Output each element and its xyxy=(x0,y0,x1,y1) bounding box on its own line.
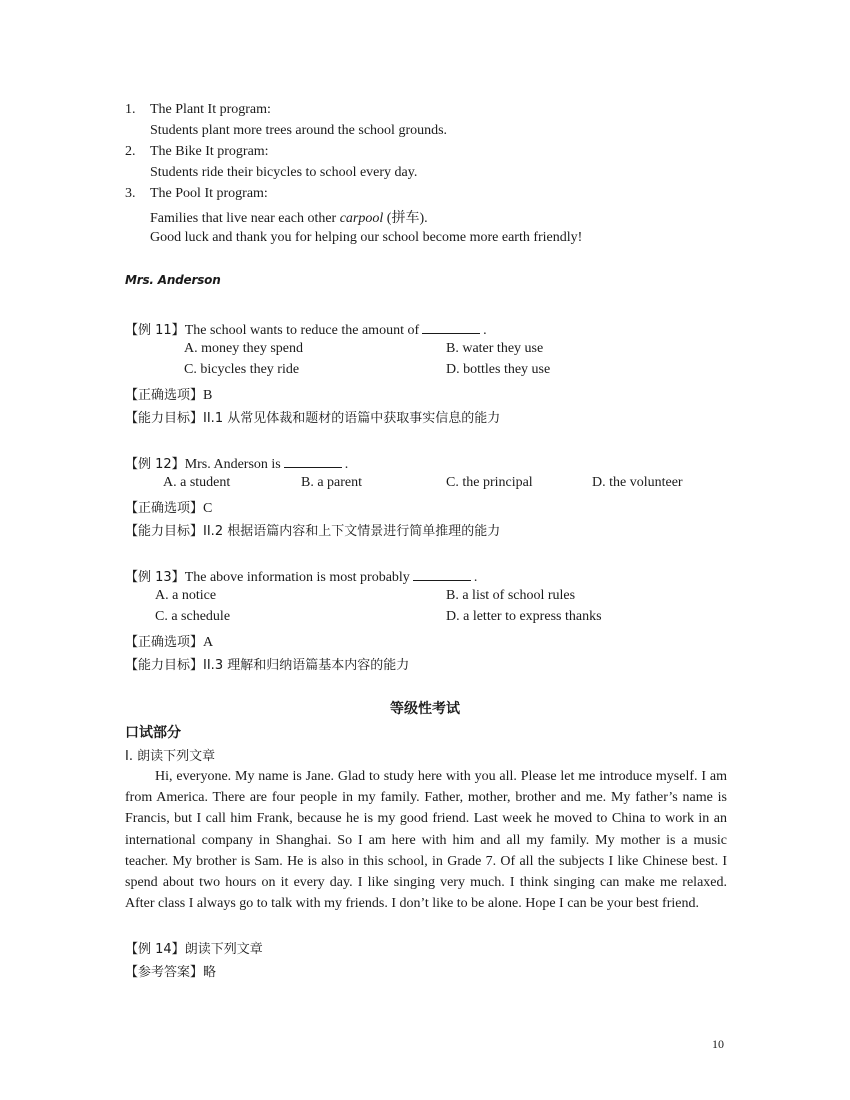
question-line: 【例 13】The above information is most probably . xyxy=(125,570,478,585)
page-number: 10 xyxy=(712,1037,724,1051)
question-line: 【例 11】The school wants to reduce the amount of . xyxy=(125,323,487,338)
example-14 xyxy=(125,938,263,957)
question-line: 【例 12】Mrs. Anderson is . xyxy=(125,457,349,472)
answer-label: 【正确选项】 xyxy=(125,501,204,516)
goal-text: II.3 理解和归纳语篇基本内容的能力 xyxy=(203,658,410,673)
task-heading: I. 朗读下列文章 xyxy=(125,749,216,764)
option-a: A. a student xyxy=(163,475,231,490)
goal-label: 【能力目标】 xyxy=(125,411,204,426)
correct-answer xyxy=(125,384,212,404)
question-text: The school wants to reduce the amount of xyxy=(184,323,420,338)
program-description-text: (拼车). xyxy=(383,211,428,226)
reference-label: 【参考答案】 xyxy=(125,965,204,980)
program-title: The Bike It program: xyxy=(150,144,269,159)
correct-answer xyxy=(125,497,212,517)
section-title: 等级性考试 xyxy=(390,701,460,717)
program-title: The Plant It program: xyxy=(150,102,271,117)
ability-goal xyxy=(125,654,409,673)
closing-line: Good luck and thank you for helping our school become more earth friendly! xyxy=(150,230,583,245)
question-text: The above information is most probably xyxy=(184,570,410,585)
answer-blank xyxy=(422,321,480,334)
reading-passage: Hi, everyone. My name is Jane. Glad to study here with you all. Please let me introduce myself. I am from America. There are four people in my family. Father, mother, brother and me. My father’s name is Francis, but I call him Frank, because he is my good friend. Last week he moved to China to work in an international company in Shanghai. So I am here with him and all my family. My mother is a music teacher. My brother is Sam. He is also in this school, in Grade 7. Of all the subjects I like Chinese best. I spend about two hours on it every day. I like singing very much. I think singing can make me relaxed. After class I always go to talk with my friends. I don’t like to be alone. Hope I can be your best friend. xyxy=(125,769,727,912)
answer-value: A xyxy=(203,635,214,650)
option-a: A. money they spend xyxy=(184,341,303,356)
option-d: D. bottles they use xyxy=(446,362,551,377)
subsection-title: 口试部分 xyxy=(125,725,181,741)
ability-goal xyxy=(125,520,500,539)
program-number: 1. xyxy=(125,102,136,117)
answer-value: C xyxy=(203,501,213,516)
answer-blank xyxy=(284,455,342,468)
example-label: 【例 12】 xyxy=(125,457,185,472)
option-b: B. a parent xyxy=(301,475,363,490)
program-description-emphasis: carpool xyxy=(339,211,384,226)
program-title: The Pool It program: xyxy=(150,186,268,201)
signature: Mrs. Anderson xyxy=(125,273,221,287)
program-number: 3. xyxy=(125,186,136,201)
goal-text: II.1 从常见体裁和题材的语篇中获取事实信息的能力 xyxy=(203,411,501,426)
answer-value: B xyxy=(203,388,213,403)
reference-value: 略 xyxy=(203,965,217,980)
example-label: 【例 11】 xyxy=(125,323,185,338)
option-a: A. a notice xyxy=(155,588,217,603)
program-description: Students plant more trees around the school grounds. xyxy=(150,123,448,138)
option-c: C. a schedule xyxy=(155,609,231,624)
example-label: 【例 14】 xyxy=(125,942,185,957)
option-b: B. water they use xyxy=(446,341,544,356)
answer-label: 【正确选项】 xyxy=(125,388,204,403)
option-d: D. a letter to express thanks xyxy=(446,609,602,624)
goal-label: 【能力目标】 xyxy=(125,658,204,673)
option-d: D. the volunteer xyxy=(592,475,683,490)
question-text: Mrs. Anderson is xyxy=(184,457,281,472)
option-c: C. the principal xyxy=(446,475,533,490)
answer-blank xyxy=(413,568,471,581)
program-description xyxy=(150,207,428,227)
option-b: B. a list of school rules xyxy=(446,588,576,603)
program-description-text: Families that live near each other xyxy=(150,211,340,226)
option-c: C. bicycles they ride xyxy=(184,362,300,377)
program-description: Students ride their bicycles to school every day. xyxy=(150,165,418,180)
example-text: 朗读下列文章 xyxy=(184,942,263,957)
program-number: 2. xyxy=(125,144,136,159)
goal-label: 【能力目标】 xyxy=(125,524,204,539)
answer-label: 【正确选项】 xyxy=(125,635,204,650)
correct-answer xyxy=(125,631,213,651)
goal-text: II.2 根据语篇内容和上下文情景进行简单推理的能力 xyxy=(203,524,501,539)
example-label: 【例 13】 xyxy=(125,570,185,585)
ability-goal xyxy=(125,407,500,426)
reference-answer xyxy=(125,961,216,980)
